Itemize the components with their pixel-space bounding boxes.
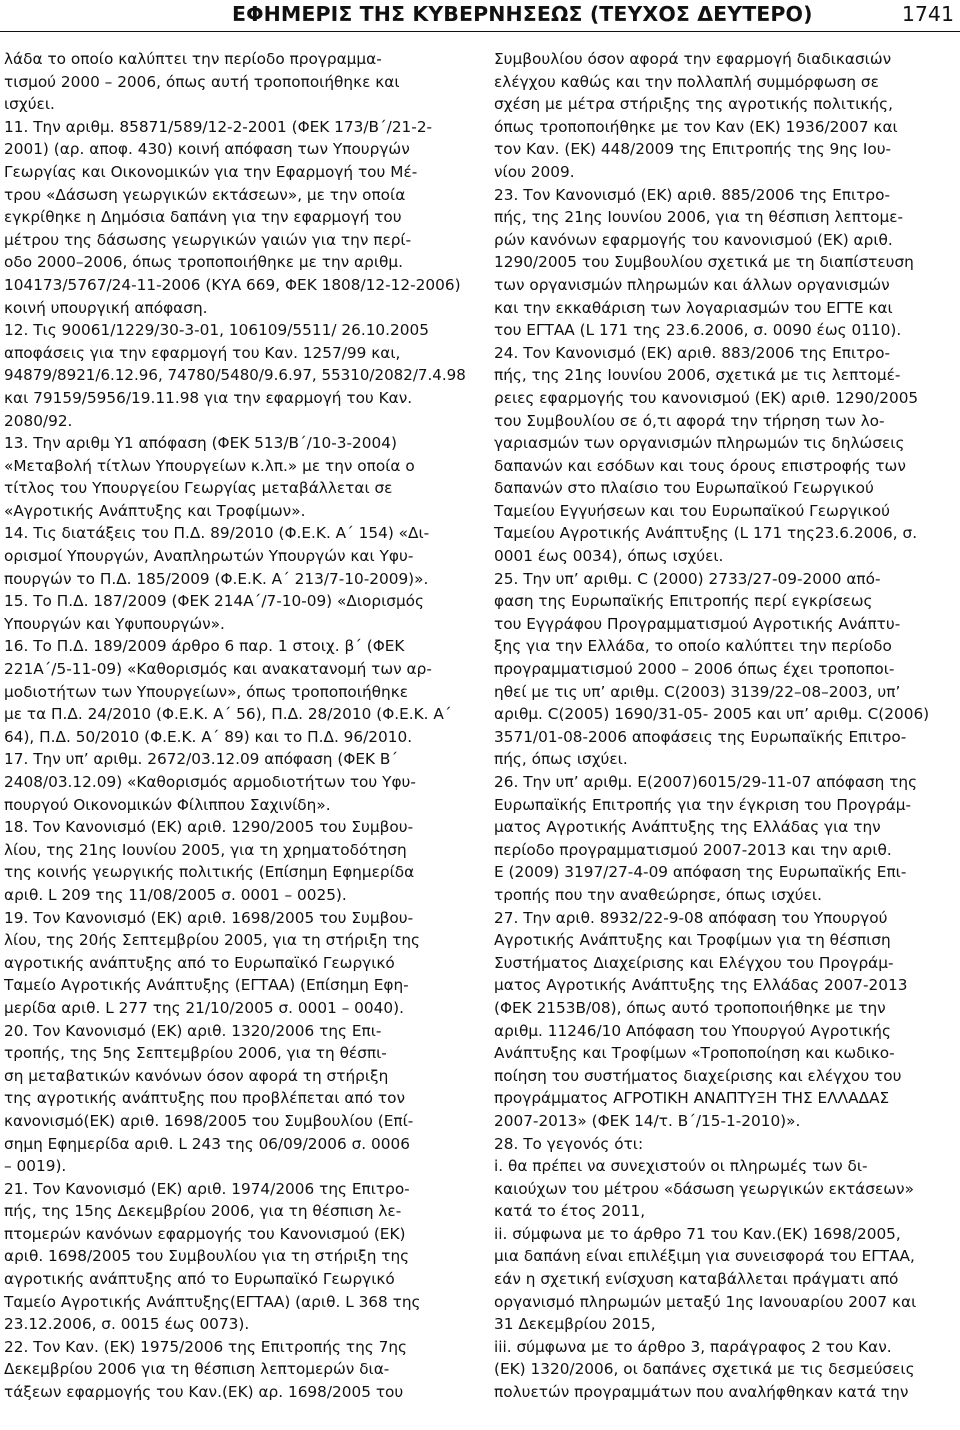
text-line: τρου «Δάσωση γεωργικών εκτάσεων», με την οποία [4, 185, 406, 204]
text-line: αγροτικής ανάπτυξης από το Ευρωπαϊκό Γεωργικό [4, 1270, 395, 1289]
text-line: προγράμματος ΑΓΡΟΤΙΚΗ ΑΝΑΠΤΥΞΗ ΤΗΣ ΕΛΛΑΔΑΣ [494, 1089, 890, 1108]
text-line: 26. Την υπ’ αριθμ. Ε(2007)6015/29-11-07 απόφαση της [494, 773, 918, 791]
text-line: πής, της 15ης Δεκεμβρίου 2006, για τη θέσπιση λε- [4, 1202, 402, 1221]
text-line: τίτλος του Υπουργείου Γεωργίας μεταβάλλεται σε [4, 479, 393, 498]
text-line: σημη Εφημερίδα αριθ. L 243 της 06/09/2006 σ. 0006 [4, 1134, 410, 1153]
text-line: 31 Δεκεμβρίου 2015, [494, 1315, 656, 1334]
text-line: ελέγχου καθώς και την πολλαπλή συμμόρφωση σε [494, 72, 879, 91]
text-line: 11. Την αριθμ. 85871/589/12-2-2001 (ΦΕΚ 173/Β΄/21-2- [4, 117, 433, 136]
text-line: 2080/92. [4, 411, 73, 430]
text-line: ii. σύμφωνα με το άρθρο 71 του Καν.(ΕΚ) 1698/2005, [494, 1224, 901, 1243]
text-line: της κοινής γεωργικής πολιτικής (Επίσημη Εφημερίδα [4, 863, 415, 882]
text-line: τάξεων εφαρμογής του Καν.(ΕΚ) αρ. 1698/2005 του [4, 1383, 404, 1402]
text-line: λάδα το οποίο καλύπτει την περίοδο προγραμμα- [4, 50, 382, 68]
text-line: εάν η σχετική ενίσχυση καταβάλλεται πράγματι από [494, 1270, 899, 1289]
text-line: φαση της Ευρωπαϊκής Επιτροπής περί εγκρίσεως [494, 592, 873, 611]
text-line: ρειες εφαρμογής του κανονισμού (ΕΚ) αριθ. 1290/2005 [494, 388, 919, 407]
text-line: δαπανών και εσόδων και τους όρους επιστροφής των [494, 456, 906, 475]
text-line: «Μεταβολή τίτλων Υπουργείων κ.λπ.» με την οποία ο [4, 456, 415, 475]
text-line: Ταμείου Εγγυήσεων και του Ευρωπαϊκού Γεωργικού [494, 501, 890, 520]
text-line: 17. Την υπ’ αριθμ. 2672/03.12.09 απόφαση (ΦΕΚ Β΄ [4, 750, 399, 769]
right-text-column [494, 48, 956, 1404]
text-line: πής, της 21ης Ιουνίου 2006, σχετικά με τις λεπτομέ- [494, 366, 901, 385]
text-line: 18. Τον Κανονισμό (ΕΚ) αριθ. 1290/2005 του Συμβου- [4, 818, 414, 837]
text-line: ση μεταβατικών κανόνων όσον αφορά τη στήριξη [4, 1066, 389, 1085]
text-line: Ανάπτυξης και Τροφίμων «Τροποποίηση και κωδικο- [494, 1044, 895, 1063]
text-line: του ΕΓΤΑΑ (L 171 της 23.6.2006, σ. 0090 έως 0110). [494, 321, 902, 340]
page-header [0, 0, 960, 34]
text-line: λίου, της 21ης Ιουνίου 2005, για τη χρηματοδότηση [4, 840, 407, 859]
text-line: ηθεί με τις υπ’ αριθμ. C(2003) 3139/22–08–2003, υπ’ [494, 682, 901, 701]
text-line: 20. Τον Κανονισμό (ΕΚ) αριθ. 1320/2006 της Επι- [4, 1021, 382, 1040]
text-line: πής, όπως ισχύει. [494, 750, 628, 769]
text-line: 23. Τον Κανονισμό (ΕΚ) αριθ. 885/2006 της Επιτρο- [494, 185, 890, 204]
text-line: της αγροτικής ανάπτυξης που προβλέπεται από τον [4, 1089, 406, 1108]
text-line: τισμού 2000 – 2006, όπως αυτή τροποποιήθηκε και [4, 72, 400, 91]
text-line: 14. Τις διατάξεις του Π.Δ. 89/2010 (Φ.Ε.Κ. Α΄ 154) «Δι- [4, 524, 430, 543]
text-line: του Εγγράφου Προγραμματισμού Αγροτικής Ανάπτυ- [494, 614, 901, 633]
text-line: 28. Το γεγονός ότι: [494, 1134, 644, 1153]
text-line: αποφάσεις για την εφαρμογή του Καν. 1257/99 και, [4, 343, 401, 362]
text-line: αριθμ. C(2005) 1690/31-05- 2005 και υπ’ αριθμ. C(2006) [494, 705, 930, 724]
text-line: Ευρωπαϊκής Επιτροπής για την έγκριση του Προγράμ- [494, 795, 912, 814]
text-line: 15. Το Π.Δ. 187/2009 (ΦΕΚ 214Α΄/7-10-09) «Διορισμός [4, 592, 425, 611]
text-line: 19. Τον Κανονισμό (ΕΚ) αριθ. 1698/2005 του Συμβου- [4, 908, 414, 927]
text-line: νίου 2009. [494, 162, 575, 181]
text-line: 1290/2005 του Συμβουλίου σχετικά με τη διαπίστευση [494, 253, 914, 272]
text-line: 221Α΄/5-11-09) «Καθορισμός και ανακατανομή των αρ- [4, 660, 432, 679]
page-number: 1741 [901, 2, 954, 26]
text-line: iii. σύμφωνα με το άρθρο 3, παράγραφος 2 του Καν. [494, 1337, 892, 1356]
text-line: τροπής που την αναθεώρησε, όπως ισχύει. [494, 885, 822, 904]
text-line: i. θα πρέπει να συνεχιστούν οι πληρωμές των δι- [494, 1157, 868, 1176]
text-line: αριθ. L 209 της 11/08/2005 σ. 0001 – 0025). [4, 885, 347, 904]
text-line: 25. Την υπ’ αριθμ. C (2000) 2733/27-09-2000 από- [494, 569, 881, 588]
text-line: και την εκκαθάριση των λογαριασμών του ΕΓΤΕ και [494, 298, 893, 317]
left-text-column [4, 48, 466, 1404]
text-line: Ε (2009) 3197/27-4-09 απόφαση της Ευρωπαϊκής Επι- [494, 863, 907, 882]
text-line: ξης για την Ελλάδα, το οποίο καλύπτει την περίοδο [494, 637, 892, 656]
text-line: (ΕΚ) 1320/2006, οι δαπάνες σχετικά με τις δεσμεύσεις [494, 1360, 915, 1379]
text-line: αγροτικής ανάπτυξης από το Ευρωπαϊκό Γεωργικό [4, 953, 395, 972]
text-line: όπως τροποποιήθηκε με τον Καν (ΕΚ) 1936/2007 και [494, 117, 898, 136]
text-line: 3571/01-08-2006 αποφάσεις της Ευρωπαϊκής Επιτρο- [494, 727, 907, 746]
text-line: με τα Π.Δ. 24/2010 (Φ.Ε.Κ. Α΄ 56), Π.Δ. 28/2010 (Φ.Ε.Κ. Α΄ [4, 705, 452, 724]
text-line: 24. Τον Κανονισμό (ΕΚ) αριθ. 883/2006 της Επιτρο- [494, 343, 890, 362]
text-line: γαριασμών των οργανισμών πληρωμών τις δηλώσεις [494, 434, 905, 453]
text-line: οδο 2000–2006, όπως τροποποιήθηκε με την αριθμ. [4, 253, 403, 272]
text-line: 2408/03.12.09) «Καθορισμός αρμοδιοτήτων του Υφυ- [4, 773, 416, 791]
text-line: Δεκεμβρίου 2006 για τη θέσπιση λεπτομερών δια- [4, 1360, 390, 1379]
text-line: 2001) (αρ. αποφ. 430) κοινή απόφαση των Υπουργών [4, 140, 410, 159]
text-line: «Αγροτικής Ανάπτυξης και Τροφίμων». [4, 501, 306, 520]
text-line: 23.12.2006, σ. 0015 έως 0073). [4, 1315, 250, 1334]
text-line: οργανισμό πληρωμών μεταξύ 1ης Ιανουαρίου 2007 και [494, 1292, 917, 1311]
text-line: πτομερών κανόνων εφαρμογής του Κανονισμού (ΕΚ) [4, 1224, 406, 1243]
text-line: 22. Τον Καν. (ΕΚ) 1975/2006 της Επιτροπής της 7ης [4, 1337, 408, 1356]
text-line: (ΦΕΚ 2153Β/08), όπως αυτό τροποποιήθηκε με την [494, 998, 886, 1017]
text-line: 94879/8921/6.12.96, 74780/5480/9.6.97, 55310/2082/7.4.98 [4, 366, 466, 385]
text-line: μοδιοτήτων των Υπουργείων», όπως τροποποιήθηκε [4, 682, 408, 701]
text-line: δαπανών στο πλαίσιο του Ευρωπαϊκού Γεωργικού [494, 479, 874, 498]
text-line: ματος Αγροτικής Ανάπτυξης της Ελλάδας 2007-2013 [494, 976, 908, 995]
text-line: 12. Τις 90061/1229/30-3-01, 106109/5511/ 26.10.2005 [4, 321, 429, 340]
text-line: τροπής, της 5ης Σεπτεμβρίου 2006, για τη θέσπι- [4, 1044, 387, 1063]
text-line: εγκρίθηκε η Δημόσια δαπάνη για την εφαρμογή του [4, 208, 402, 227]
text-line: κανονισμό(ΕΚ) αριθ. 1698/2005 του Συμβουλίου (Επί- [4, 1111, 414, 1130]
text-line: ρών κανόνων εφαρμογής του κανονισμού (ΕΚ) αριθ. [494, 230, 893, 249]
text-line: κατά το έτος 2011, [494, 1202, 646, 1221]
text-line: τον Καν. (ΕΚ) 448/2009 της Επιτροπής της 9ης Ιου- [494, 140, 892, 159]
text-line: του Συμβουλίου σε ό,τι αφορά την τήρηση των λο- [494, 411, 885, 430]
text-line: Ταμείο Αγροτικής Ανάπτυξης (ΕΓΤΑΑ) (Επίσημη Εφη- [4, 976, 409, 995]
text-line: μέτρου της δάσωσης γεωργικών γαιών για την περί- [4, 230, 412, 249]
text-line: 0001 έως 0034), όπως ισχύει. [494, 547, 724, 566]
text-line: σχέση με μέτρα στήριξης της αγροτικής πολιτικής, [494, 95, 893, 114]
text-line: Συμβουλίου όσον αφορά την εφαρμογή διαδικασιών [494, 50, 892, 68]
text-line: μια δαπάνη είναι επιλέξιμη για συνεισφορά του ΕΓΤΑΑ, [494, 1247, 915, 1266]
text-line: αριθμ. 11246/10 Απόφαση του Υπουργού Αγροτικής [494, 1021, 891, 1040]
text-line: Αγροτικής Ανάπτυξης και Τροφίμων για τη θέσπιση [494, 931, 891, 950]
text-line: Υπουργών και Υφυπουργών». [4, 614, 225, 633]
text-line: πολυετών προγραμμάτων που αναλήφθηκαν κατά την [494, 1383, 909, 1402]
text-line: ορισμοί Υπουργών, Αναπληρωτών Υπουργών και Υφυ- [4, 547, 414, 566]
text-line: 64), Π.Δ. 50/2010 (Φ.Ε.Κ. Α΄ 89) και το Π.Δ. 96/2010. [4, 727, 413, 746]
text-line: λίου, της 20ής Σεπτεμβρίου 2005, για τη στήριξη της [4, 931, 421, 950]
text-line: – 0019). [4, 1157, 67, 1176]
gazette-title: ΕΦΗΜΕΡΙΣ ΤΗΣ ΚΥΒΕΡΝΗΣΕΩΣ (ΤΕΥΧΟΣ ΔΕΥΤΕΡΟ) [232, 2, 813, 26]
text-line: και 79159/5956/19.11.98 για την εφαρμογή του Καν. [4, 388, 413, 407]
text-line: 21. Τον Κανονισμό (ΕΚ) αριθ. 1974/2006 της Επιτρο- [4, 1179, 410, 1198]
text-line: 104173/5767/24-11-2006 (ΚΥΑ 669, ΦΕΚ 1808/12-12-2006) [4, 275, 461, 294]
text-line: Γεωργίας και Οικονομικών για την Εφαρμογή του Μέ- [4, 162, 418, 181]
text-line: προγραμματισμού 2000 – 2006 όπως έχει τροποποι- [494, 660, 895, 679]
text-line: περίοδο προγραμματισμού 2007-2013 και την αριθ. [494, 840, 892, 859]
text-line: καιούχων του μέτρου «δάσωση γεωργικών εκτάσεων» [494, 1179, 914, 1198]
text-line: 13. Την αριθμ Υ1 απόφαση (ΦΕΚ 513/Β΄/10-3-2004) [4, 434, 397, 453]
text-line: Συστήματος Διαχείρισης και Ελέγχου του Προγράμ- [494, 953, 894, 972]
text-line: 2007-2013» (ΦΕΚ 14/τ. Β΄/15-1-2010)». [494, 1111, 801, 1130]
text-line: Ταμείο Αγροτικής Ανάπτυξης(ΕΓΤΑΑ) (αριθ. L 368 της [4, 1292, 421, 1311]
text-line: μερίδα αριθ. L 277 της 21/10/2005 σ. 0001 – 0040). [4, 998, 404, 1017]
text-line: πής, της 21ης Ιουνίου 2006, για τη θέσπιση λεπτομε- [494, 208, 904, 227]
text-line: αριθ. 1698/2005 του Συμβουλίου για τη στήριξη της [4, 1247, 410, 1266]
text-line: 16. Το Π.Δ. 189/2009 άρθρο 6 παρ. 1 στοιχ. β΄ (ΦΕΚ [4, 637, 405, 656]
text-line: των οργανισμών πληρωμών και άλλων οργανισμών [494, 275, 890, 294]
text-line: 27. Την αριθ. 8932/22-9-08 απόφαση του Υπουργού [494, 908, 888, 927]
text-line: πουργού Οικονομικών Φίλιππου Σαχινίδη». [4, 795, 331, 814]
header-divider [0, 31, 960, 32]
text-line: ματος Αγροτικής Ανάπτυξης της Ελλάδας για την [494, 818, 881, 837]
text-line: Ταμείου Αγροτικής Ανάπτυξης (L 171 της23.6.2006, σ. [494, 524, 918, 543]
text-line: κοινή υπουργική απόφαση. [4, 298, 208, 317]
text-line: ισχύει. [4, 95, 55, 114]
text-line: πουργών το Π.Δ. 185/2009 (Φ.Ε.Κ. Α΄ 213/7-10-2009)». [4, 569, 429, 588]
text-line: ποίηση του συστήματος διαχείρισης και ελέγχου του [494, 1066, 902, 1085]
